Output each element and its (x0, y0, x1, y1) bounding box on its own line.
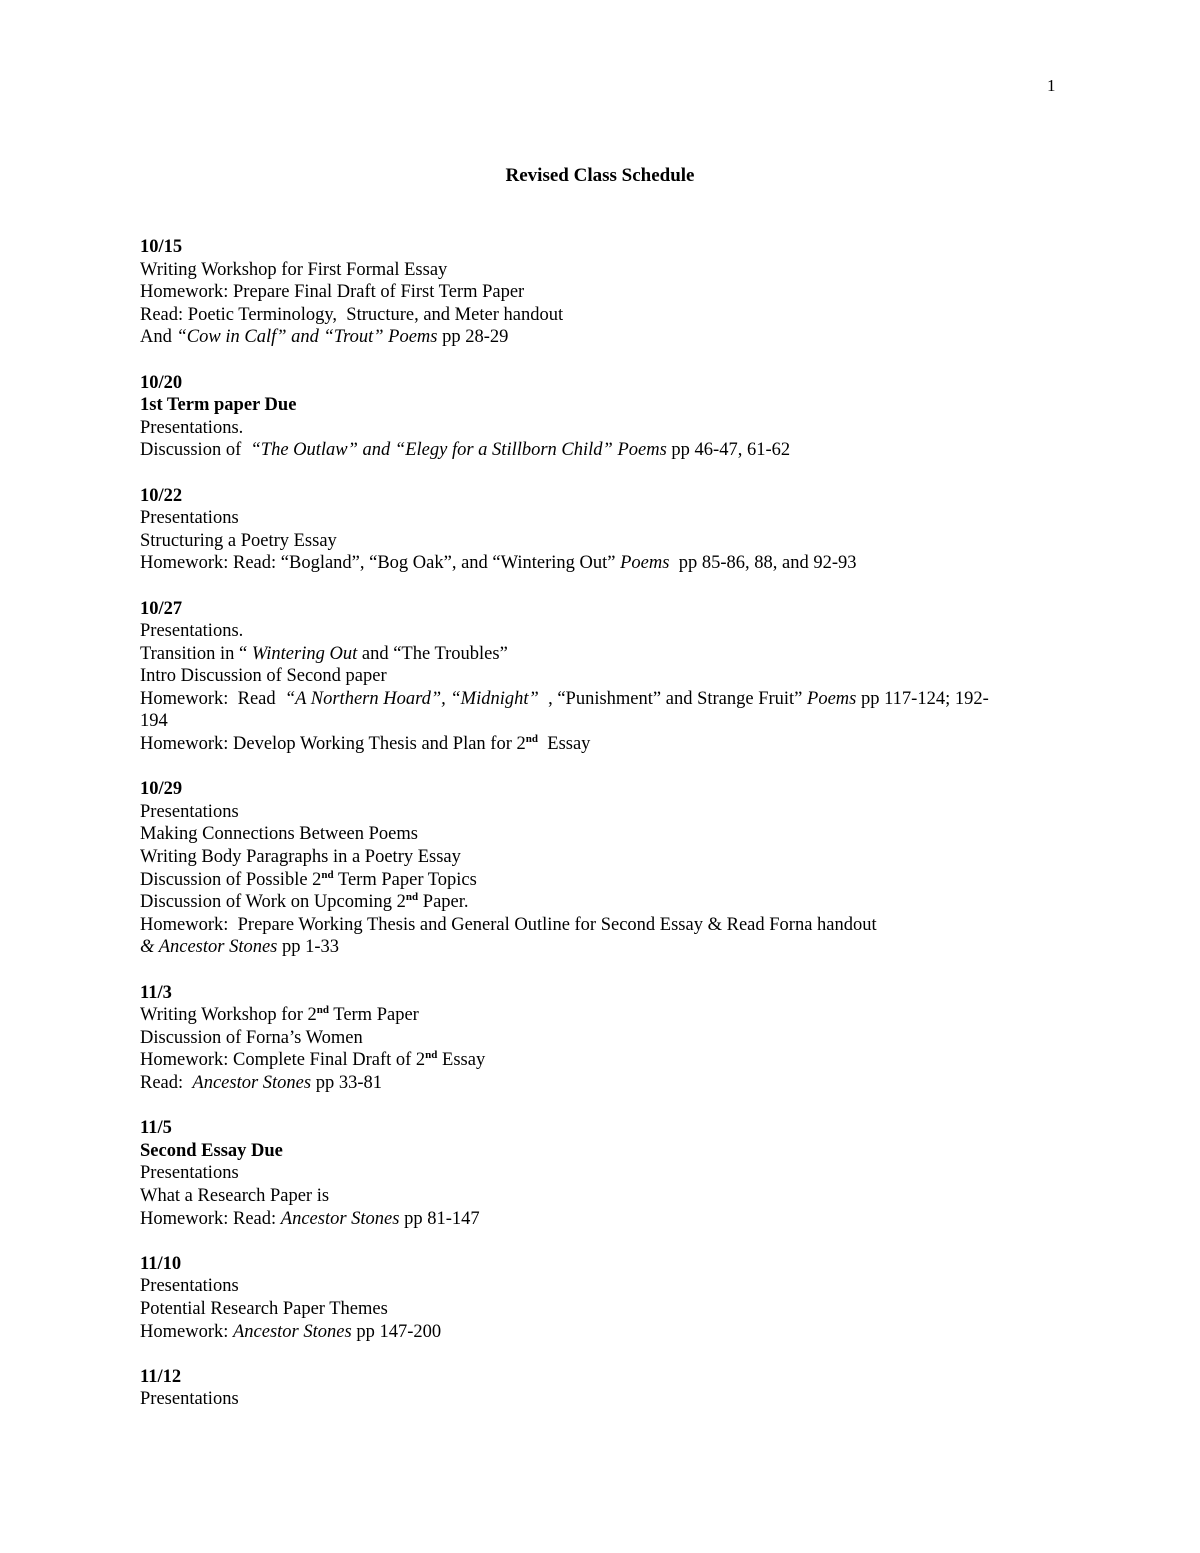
session-line: Writing Workshop for 2nd Term Paper (140, 1004, 419, 1026)
session-10-20 (140, 372, 1040, 462)
session-line: Structuring a Poetry Essay (140, 530, 337, 551)
session-line: Potential Research Paper Themes (140, 1298, 388, 1319)
session-line: What a Research Paper is (140, 1185, 330, 1206)
session-line: 194 (140, 711, 168, 732)
session-line: Homework: Read: “Bogland”, “Bog Oak”, and “Wintering Out” Poems pp 85-86, 88, and 92-93 (140, 553, 857, 574)
session-line: Homework: Complete Final Draft of 2nd Essay (140, 1049, 486, 1071)
session-line: Presentations (140, 1389, 239, 1410)
schedule-content (140, 236, 1040, 1433)
due-notice: 1st Term paper Due (140, 395, 297, 416)
session-line: Discussion of Forna’s Women (140, 1027, 363, 1048)
page-number: 1 (1047, 76, 1056, 95)
session-line: Presentations (140, 801, 239, 822)
session-line: Presentations. (140, 621, 244, 642)
session-line: Presentations (140, 1276, 239, 1297)
session-11-3 (140, 982, 1040, 1095)
session-date: 10/22 (140, 485, 183, 506)
session-date: 10/15 (140, 237, 183, 257)
session-date: 10/27 (140, 598, 183, 619)
session-line: Presentations. (140, 417, 244, 438)
session-11-10 (140, 1253, 1040, 1343)
session-11-12 (140, 1366, 1040, 1411)
session-11-5 (140, 1117, 1040, 1230)
session-line: Read: Ancestor Stones pp 33-81 (140, 1072, 383, 1093)
session-10-22 (140, 485, 1040, 575)
session-line: Discussion of Possible 2nd Term Paper Topics (140, 868, 477, 890)
due-notice: Second Essay Due (140, 1140, 283, 1161)
session-line: Discussion of Work on Upcoming 2nd Paper. (140, 891, 469, 913)
session-line: Presentations (140, 1163, 239, 1184)
session-line: Writing Body Paragraphs in a Poetry Essay (140, 847, 461, 868)
session-date: 10/29 (140, 779, 183, 800)
session-line: Making Connections Between Poems (140, 824, 418, 845)
session-line: Discussion of “The Outlaw” and “Elegy for a Stillborn Child” Poems pp 46-47, 61-62 (140, 440, 791, 461)
session-line: Homework: Read “A Northern Hoard”, “Midnight” , “Punishment” and Strange Fruit” Poems pp 117-124; 192- (140, 688, 989, 709)
session-line: Homework: Develop Working Thesis and Plan for 2nd Essay (140, 732, 591, 755)
session-date: 11/5 (140, 1118, 172, 1139)
session-line: Transition in “ Wintering Out and “The Troubles” (140, 643, 508, 664)
session-line: Homework: Prepare Final Draft of First Term Paper (140, 282, 525, 303)
session-10-29 (140, 778, 1040, 959)
session-10-15 (140, 236, 1040, 349)
session-line: Presentations (140, 508, 239, 529)
session-line: Intro Discussion of Second paper (140, 666, 387, 687)
document-title: Revised Class Schedule (505, 165, 695, 186)
session-date: 10/20 (140, 372, 183, 393)
session-line: Read: Poetic Terminology, Structure, and Meter handout (140, 304, 564, 325)
session-10-27 (140, 598, 1040, 756)
session-line: And “Cow in Calf” and “Trout” Poems pp 28-29 (140, 327, 509, 348)
session-line: & Ancestor Stones pp 1-33 (140, 937, 340, 958)
session-line: Homework: Read: Ancestor Stones pp 81-147 (140, 1208, 480, 1229)
session-date: 11/3 (140, 982, 172, 1003)
session-line: Homework: Ancestor Stones pp 147-200 (140, 1321, 442, 1342)
session-line: Homework: Prepare Working Thesis and General Outline for Second Essay & Read Forna handout (140, 914, 877, 935)
session-date: 11/10 (140, 1253, 182, 1274)
session-line: Writing Workshop for First Formal Essay (140, 259, 448, 280)
session-date: 11/12 (140, 1366, 182, 1387)
